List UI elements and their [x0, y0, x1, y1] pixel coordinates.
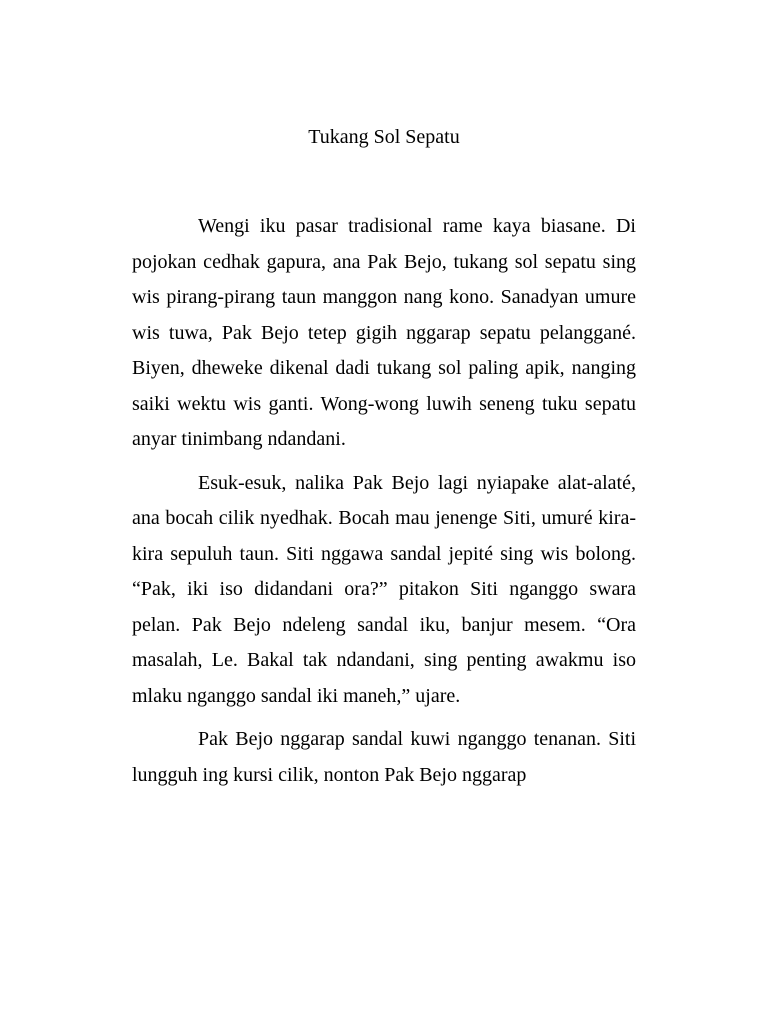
document-title: Tukang Sol Sepatu: [308, 126, 460, 148]
paragraph-2: Esuk-esuk, nalika Pak Bejo lagi nyiapake alat-alaté, ana bocah cilik nyedhak. Bocah mau jenenge Siti, umuré kira-kira sepuluh taun. Siti nggawa sandal jepité sing wis bolong. “Pak, iki iso didandani ora?” pitakon Siti nganggo swara pelan. Pak Bejo ndeleng sandal iku, banjur mesem. “Ora masalah, Le. Bakal tak ndandani, sing penting awakmu iso mlaku nganggo sandal iki maneh,” ujare.: [132, 471, 636, 707]
document-body: [132, 209, 636, 1024]
paragraph-1: Wengi iku pasar tradisional rame kaya biasane. Di pojokan cedhak gapura, ana Pak Bejo, tukang sol sepatu sing wis pirang-pirang taun manggon nang kono. Sanadyan umure wis tuwa, Pak Bejo tetep gigih nggarap sepatu pelanggané. Biyen, dheweke dikenal dadi tukang sol paling apik, nanging saiki wektu wis ganti. Wong-wong luwih seneng tuku sepatu anyar tinimbang ndandani.: [132, 215, 636, 450]
paragraph-3: Pak Bejo nggarap sandal kuwi nganggo tenanan. Siti lungguh ing kursi cilik, nonton Pak Bejo nggarap: [132, 728, 636, 786]
